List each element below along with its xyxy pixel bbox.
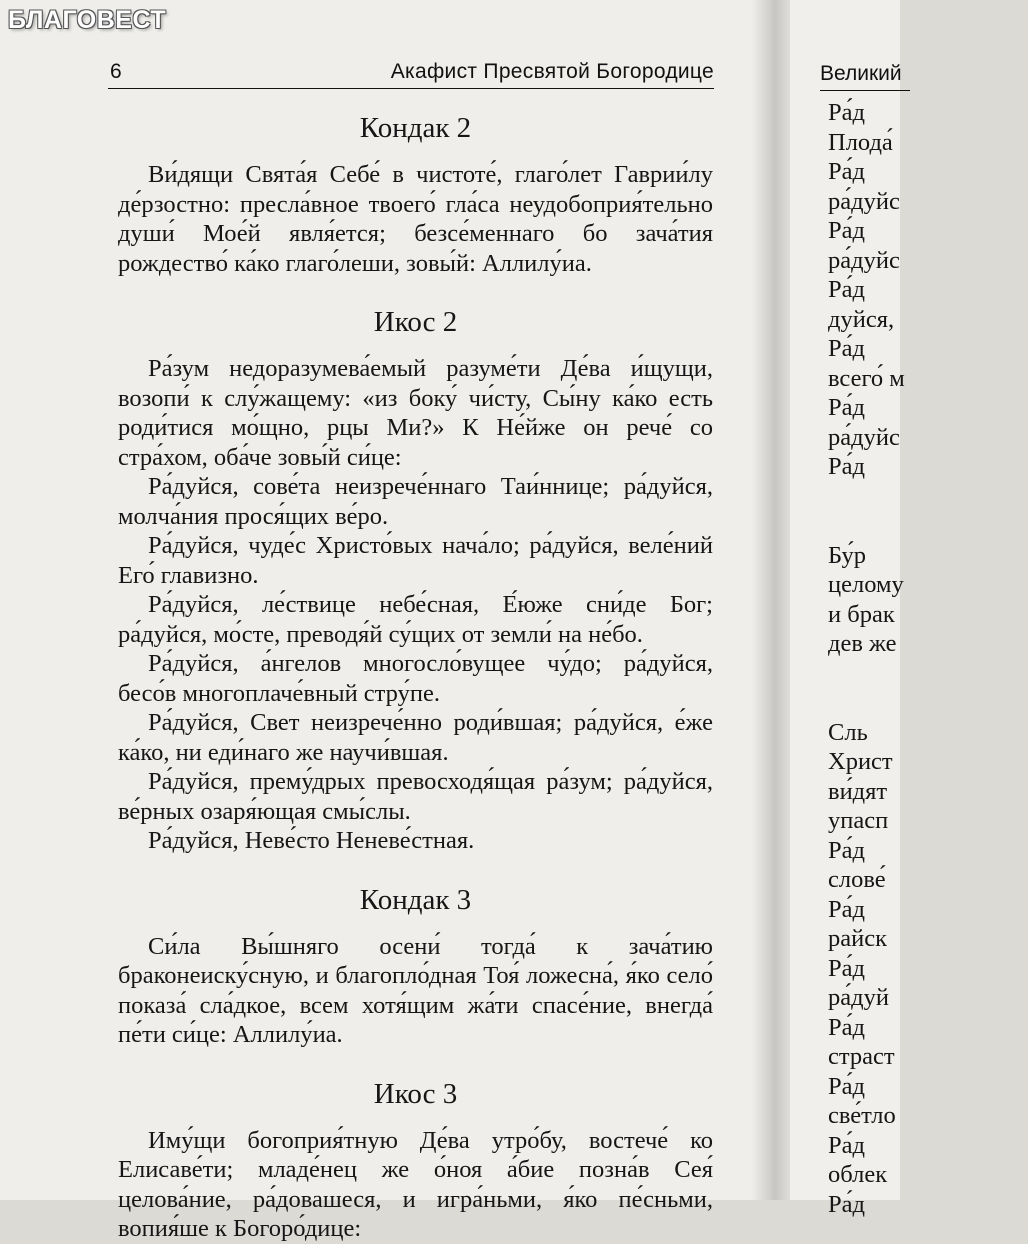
right-line-fragment: Ра́д xyxy=(828,1072,865,1100)
paragraph: Ра́зум недоразумева́емый разуме́ти Де́ва и́щущи, возопи́ к слу́жащему: «из боку́ чи́сту, Сы́ну ка́ко есть роди́тися мо́щно, рцы Ми?» К Не́йже он рече́ со стра́хом, оба́че зовы́й си́це: xyxy=(118,355,713,471)
right-line-fragment: Ра́д xyxy=(828,1131,865,1159)
right-header-fragment: Великий xyxy=(820,62,902,85)
right-line-fragment: Ра́д xyxy=(828,453,865,480)
header-title: Акафист Пресвятой Богородице xyxy=(390,60,714,83)
watermark: БЛАГОВЕСТ xyxy=(8,6,167,34)
paragraph: Ра́дуйся, ле́ствице небе́сная, Е́юже сни́де Бог; ра́дуйся, мо́сте, преводя́й су́щих от земли́ на не́бо. xyxy=(118,591,713,648)
section-heading: Кондак 2 xyxy=(359,112,472,144)
section-heading: Кондак 3 xyxy=(359,883,472,916)
right-line-fragment: упасп xyxy=(828,807,889,834)
right-line-fragment: облек xyxy=(828,1161,888,1188)
right-line-fragment: Ра́д xyxy=(828,1190,865,1218)
right-line-fragment: Ра́д xyxy=(828,158,865,185)
right-line-fragment xyxy=(828,688,1028,718)
section-heading: Икос 3 xyxy=(373,1077,458,1110)
right-line-fragment: ви́дят xyxy=(828,777,888,805)
running-header xyxy=(108,58,714,89)
paragraph: Ви́дящи Свята́я Себе́ в чистоте́, глаго́лет Гаврии́лу де́рзостно: пресла́вное твоего́ гла́са неудобоприя́тельно души́ Мое́й явля́ется; безсе́меннаго бо зача́тия рождество́ ка́ко глаго́леши, зовы́й: Аллилу́иа. xyxy=(118,161,713,277)
right-header-rule xyxy=(820,90,910,91)
right-line-fragment: Бу́р xyxy=(828,541,866,569)
right-line-fragment: све́тло xyxy=(828,1102,896,1129)
right-line-fragment: Ра́д xyxy=(828,217,865,244)
right-line-fragment: ра́дуйс xyxy=(828,423,900,451)
right-line-fragment xyxy=(828,659,1028,689)
right-line-fragment: всего́ м xyxy=(828,364,905,392)
right-line-fragment: Сль xyxy=(828,718,868,746)
right-line-fragment: ра́дуйс xyxy=(828,187,900,215)
right-line-fragment: дуйся, xyxy=(828,305,895,333)
right-line-fragment: Ра́д xyxy=(828,1013,865,1041)
right-line-fragment: райск xyxy=(828,925,888,952)
paragraph: Ра́дуйся, прему́дрых превосходя́щая ра́зум; ра́дуйся, ве́рных озаря́ющая смы́слы. xyxy=(118,768,713,825)
right-line-fragment: дев же xyxy=(828,630,897,657)
right-text-fragments xyxy=(828,98,1028,1219)
paragraph: Ра́дуйся, чуде́с Христо́вых нача́ло; ра́дуйся, веле́ний Его́ главизно. xyxy=(118,532,713,589)
right-line-fragment: ра́дуйс xyxy=(828,246,900,274)
right-line-fragment: Ра́д xyxy=(828,276,865,303)
paragraph: Ра́дуйся, а́нгелов многосло́вущее чу́до; ра́дуйся, бесо́в многоплаче́вный стру́пе. xyxy=(118,650,713,707)
right-line-fragment: страст xyxy=(828,1043,895,1070)
page-body xyxy=(118,110,713,1244)
right-line-fragment: ра́дуй xyxy=(828,984,889,1011)
right-line-fragment: Плода́ xyxy=(828,128,893,156)
right-line-fragment: Ра́д xyxy=(828,895,865,923)
right-line-fragment xyxy=(828,482,1028,512)
right-line-fragment: Ра́д xyxy=(828,99,865,126)
page-number: 6 xyxy=(110,60,122,83)
paragraph: Ра́дуйся, сове́та неизрече́ннаго Таи́ннице; ра́дуйся, молча́ния прося́щих ве́ро. xyxy=(118,473,713,530)
right-line-fragment: Ра́д xyxy=(828,394,865,421)
section-heading: Икос 2 xyxy=(373,306,458,338)
paragraph: Ра́дуйся, Свет неизрече́нно роди́вшая; ра́дуйся, е́же ка́ко, ни еди́наго же научи́вшая. xyxy=(118,709,713,766)
right-line-fragment: слове́ xyxy=(828,866,886,893)
right-page xyxy=(790,0,905,1218)
right-line-fragment: целому xyxy=(828,571,904,598)
right-line-fragment xyxy=(828,511,1028,541)
right-line-fragment: Ра́д xyxy=(828,335,865,362)
book-gutter xyxy=(752,0,794,1200)
right-line-fragment: и брак xyxy=(828,600,895,628)
right-line-fragment: Ра́д xyxy=(828,954,865,982)
paragraph: Си́ла Вы́шняго осени́ тогда́ к зача́тию браконеиску́сную, и благопло́дная Тоя́ ложесна́, я́ко село́ показа́ сла́дкое, всем хотя́щим жа́ти спасе́ние, внегда́ пе́ти си́це: Аллилу́иа. xyxy=(118,932,713,1048)
paragraph: Иму́щи богоприя́тную Де́ва утро́бу, востече́ ко Елисаве́ти; младе́нец же о́ноя а́бие позна́в Сея́ целова́ние, ра́довашеся, и игра́ньми, я́ко пе́сньми, вопия́ше к Богоро́дице: xyxy=(118,1126,713,1242)
right-line-fragment: Христ xyxy=(828,748,893,775)
paragraph: Ра́дуйся, Неве́сто Неневе́стная. xyxy=(148,827,475,854)
right-line-fragment: Ра́д xyxy=(828,836,865,864)
